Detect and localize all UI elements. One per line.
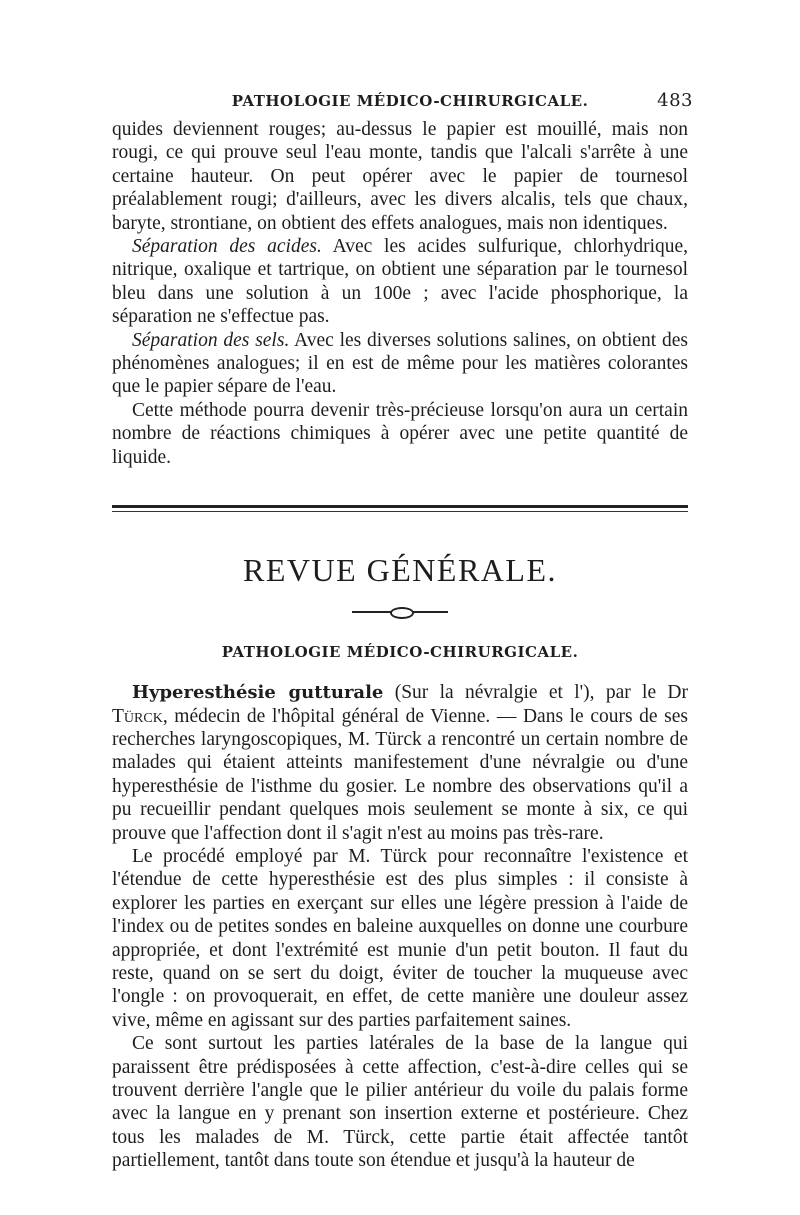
- paragraph-lead: Séparation des sels.: [132, 329, 290, 351]
- paragraph-body: Avec les diverses solutions salines, on obtient des phénomènes analogues; il en est de même pour les matières colorantes que le papier sépare de l'eau.: [112, 329, 688, 398]
- running-head: [112, 90, 693, 118]
- subsection-title: PATHOLOGIE MÉDICO-CHIRURGICALE.: [221, 643, 579, 662]
- author-name: Türck: [112, 705, 163, 727]
- section-divider: [112, 505, 688, 512]
- article-title-note: (Sur la névralgie et l'), par le: [383, 682, 668, 704]
- article-paragraph-procedure: Le procédé employé par M. Türck pour reconnaître l'existence et l'étendue de cette hyperesthésie est des plus simples : il consiste à explorer les parties en exerçant sur elles une légère pression à l'aide de l'index ou de petites sondes en baleine auxquelles on donne une courbure appropriée, et dont l'extrémité est munie d'un petit bouton. Il faut du reste, quand on se sert du doigt, éviter de toucher la muqueuse avec l'ongle : on provoquerait, en effet, de cette manière une douleur assez vive, même en agissant sur des parties parfaitement saines.: [112, 845, 688, 1031]
- divider-thin-line: [112, 511, 688, 512]
- ornament-divider-icon: [352, 607, 448, 617]
- page-number: 483: [657, 90, 693, 111]
- section-title: REVUE GÉNÉRALE.: [242, 552, 557, 589]
- running-head-title: PATHOLOGIE MÉDICO-CHIRURGICALE.: [231, 92, 589, 110]
- article-title: Hyperesthésie gutturale: [132, 682, 384, 704]
- paragraph-continuation: quides deviennent rouges; au-dessus le papier est mouillé, mais non rougi, ce qui prouve seul l'eau monte, tandis que l'alcali s'arrête à une certaine hauteur. On peut opérer avec le papier de tournesol préalablement rougi; d'ailleurs, avec les divers alcalis, tels que chaux, baryte, strontiane, on obtient des effets analogues, mais non identiques.: [112, 119, 688, 234]
- article-paragraph-intro: [112, 681, 688, 845]
- paragraph-body: Avec les acides sulfurique, chlorhydrique, nitrique, oxalique et tartrique, on obtient une séparation par le tournesol bleu dans une solution à un 100e ; avec l'acide phosphorique, la séparation ne s'effectue pas.: [112, 236, 689, 328]
- article-paragraph-location: Ce sont surtout les parties latérales de la base de la langue qui paraissent être prédisposées à cette affection, c'est-à-dire celles qui se trouvent derrière l'angle que le pilier antérieur du voile du palais forme avec la langue en y prenant son insertion externe et postérieure. Chez tous les malades de M. Türck, cette partie était affectée tantôt partiellement, tantôt dans toute son étendue et jusqu'à la hauteur de: [112, 1033, 688, 1172]
- paragraph-salt-separation: [112, 329, 688, 399]
- paragraph-lead: Séparation des acides.: [132, 236, 322, 258]
- divider-thick-line: [112, 505, 688, 508]
- author-prefix: Dr: [667, 682, 688, 704]
- paragraph-body: , médecin de l'hôpital général de Vienne. — Dans le cours de ses recherches laryngoscopiques, M. Türck a rencontré un certain nombre de malades qui étaient atteints manifestement d'une névralgie ou d'une hyperesthésie de l'isthme du gosier. Le nombre des observations qu'il a pu recueillir pendant quelques mois seulement se monte à six, ce qui prouve que l'affection dont il s'agit n'est au moins pas très-rare.: [112, 705, 688, 844]
- paragraph-method: Cette méthode pourra devenir très-précieuse lorsqu'on aura un certain nombre de réactions chimiques à opérer avec une petite quantité de liquide.: [112, 399, 688, 468]
- paragraph-acid-separation: [112, 235, 688, 329]
